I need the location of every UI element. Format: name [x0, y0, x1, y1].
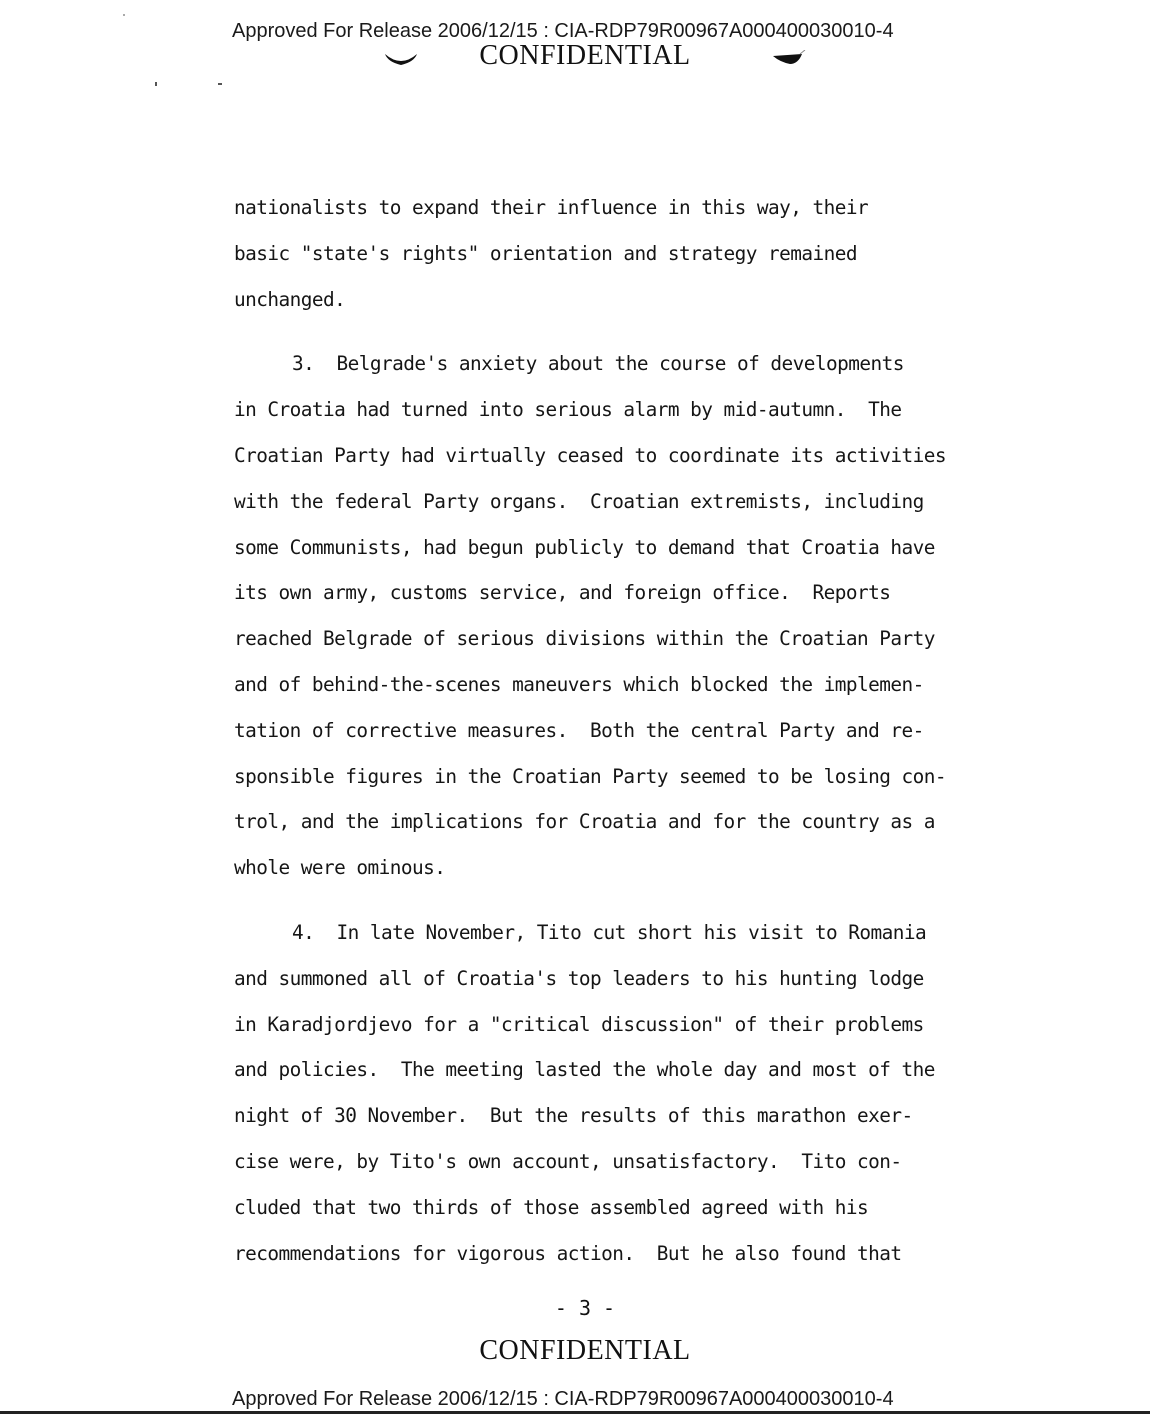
document-body	[234, 192, 994, 1283]
text-line: nationalists to expand their influence in this way, their	[234, 196, 869, 219]
paragraph-3	[234, 348, 994, 898]
text-line: cise were, by Tito's own account, unsatisfactory. Tito con-	[234, 1149, 902, 1173]
text-line: basic "state's rights" orientation and strategy remained	[234, 241, 857, 265]
text-line: 3. Belgrade's anxiety about the course of developments	[292, 352, 904, 376]
text-line: Croatian Party had virtually ceased to coordinate its activities	[234, 443, 946, 467]
text-line: its own army, customs service, and foreign office. Reports	[234, 581, 891, 605]
page-number: - 3 -	[554, 1296, 616, 1320]
release-line-bottom: Approved For Release 2006/12/15 : CIA-RDP79R00967A000400030010-4	[232, 1388, 894, 1410]
scan-speck	[218, 83, 222, 85]
text-line: night of 30 November. But the results of this marathon exer-	[234, 1104, 913, 1128]
scan-speck	[155, 82, 157, 86]
classification-header: CONFIDENTIAL	[479, 40, 691, 71]
text-line: whole were ominous.	[234, 856, 446, 880]
text-line: and policies. The meeting lasted the whole day and most of the	[234, 1058, 935, 1082]
text-line: trol, and the implications for Croatia and for the country as a	[234, 810, 935, 834]
text-line: and summoned all of Croatia's top leaders to his hunting lodge	[234, 966, 924, 990]
text-line: with the federal Party organs. Croatian extremists, including	[234, 489, 924, 513]
text-line: in Croatia had turned into serious alarm by mid-autumn. The	[234, 398, 902, 422]
text-line: cluded that two thirds of those assembled agreed with his	[234, 1195, 869, 1219]
text-line: tation of corrective measures. Both the central Party and re-	[234, 718, 924, 742]
text-line: and of behind-the-scenes maneuvers which blocked the implemen-	[234, 672, 924, 696]
text-line: in Karadjordjevo for a "critical discussion" of their problems	[234, 1012, 924, 1036]
classification-footer: CONFIDENTIAL	[479, 1335, 691, 1366]
release-line-top: Approved For Release 2006/12/15 : CIA-RDP79R00967A000400030010-4	[232, 20, 894, 42]
text-line: sponsible figures in the Croatian Party seemed to be losing con-	[234, 764, 946, 788]
text-line: some Communists, had begun publicly to demand that Croatia have	[234, 535, 935, 559]
text-line: 4. In late November, Tito cut short his visit to Romania	[292, 920, 927, 944]
text-line: recommendations for vigorous action. But he also found that	[234, 1241, 902, 1265]
paragraph-4	[234, 917, 994, 1283]
text-line: unchanged.	[234, 287, 346, 311]
text-line: reached Belgrade of serious divisions within the Croatian Party	[234, 627, 935, 651]
ink-blot-right-icon	[772, 50, 806, 66]
paragraph-continuation	[234, 192, 994, 329]
scan-speck	[123, 14, 125, 16]
